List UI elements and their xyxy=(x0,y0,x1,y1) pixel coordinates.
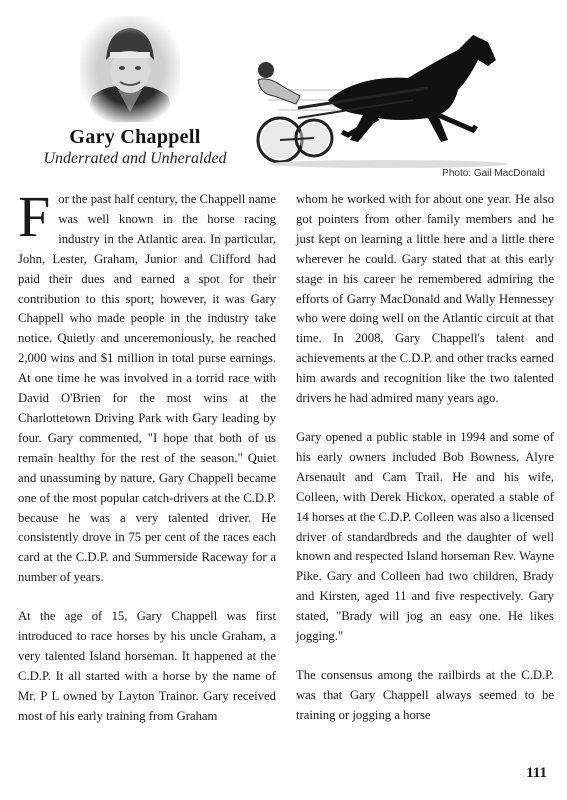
paragraph: whom he worked with for about one year. He also got pointers from other family members and he just kept on learning a little here and a little there wherever he could. Gary stated that at this early stage in his career he remembered admiring the efforts of Garry MacDonald and Wally Hennessey who were doing well on the Atlantic circuit at that time. In 2008, Gary Chappell's talent and achievements at the C.D.P. and other tracks earned him awards and recognition like the two talented drivers he had admired many years ago. xyxy=(296,192,554,406)
text-column-right xyxy=(296,190,554,745)
paragraph xyxy=(18,184,276,588)
drop-cap: F xyxy=(18,184,51,249)
page-number: 111 xyxy=(526,765,547,781)
paragraph: Gary opened a public stable in 1994 and some of his early owners included Bob Bowness, Alyre Arsenault and Cam Trail. He and his wife, Colleen, with Derek Hickox, operated a stable of 14 horses at the C.D.P. Colleen was also a licensed driver of standardbreds and the daughter of well known and respected Island horseman Rev. Wayne Pike. Gary and Colleen had two children, Brady and Kirsten, aged 11 and five respectively. Gary stated, "Brady will jog an easy one. He likes jogging." xyxy=(296,429,554,644)
text-column-left xyxy=(18,184,276,746)
photo-credit: Photo: Gail MacDonald xyxy=(442,168,545,179)
article-title: Gary Chappell xyxy=(69,126,201,148)
harness-racing-photo xyxy=(238,30,554,170)
driver-portrait-photo xyxy=(80,16,180,122)
article-subtitle: Underrated and Unheralded xyxy=(43,150,227,167)
paragraph: At the age of 15, Gary Chappell was first introduced to race horses by his uncle Graham, a very talented Island horseman. It happened at the C.D.P. It all started with a horse by the name of Mr. P L owned by Layton Trainor. Gary received most of his early training from Graham xyxy=(18,609,276,723)
paragraph: The consensus among the railbirds at the C.D.P. was that Gary Chappell always seemed to be training or jogging a horse xyxy=(296,667,554,722)
article-heading xyxy=(20,126,250,168)
paragraph-text: or the past half century, the Chappell name was well known in the horse racing industry in the Atlantic area. In particular, John, Lester, Graham, Junior and Clifford had paid their dues and earned a spot for their contribution to this sport; however, it was Gary Chappell who made people in the industry take notice. Quietly and unceremoniously, he reached 2,000 wins and $1 million in total purse earnings. At one time he was involved in a torrid race with David O'Brien for the most wins at the Charlottetown Driving Park with Gary leading by four. Gary commented, "I hope that both of us remain healthy for the rest of the season." Quiet and unassuming by nature, Gary Chappell became one of the most popular catch-drivers at the C.D.P. because he was a very talented driver. He consistently drove in 75 per cent of the races each card at the C.D.P. and Summerside Raceway for a number of years. xyxy=(18,192,276,585)
